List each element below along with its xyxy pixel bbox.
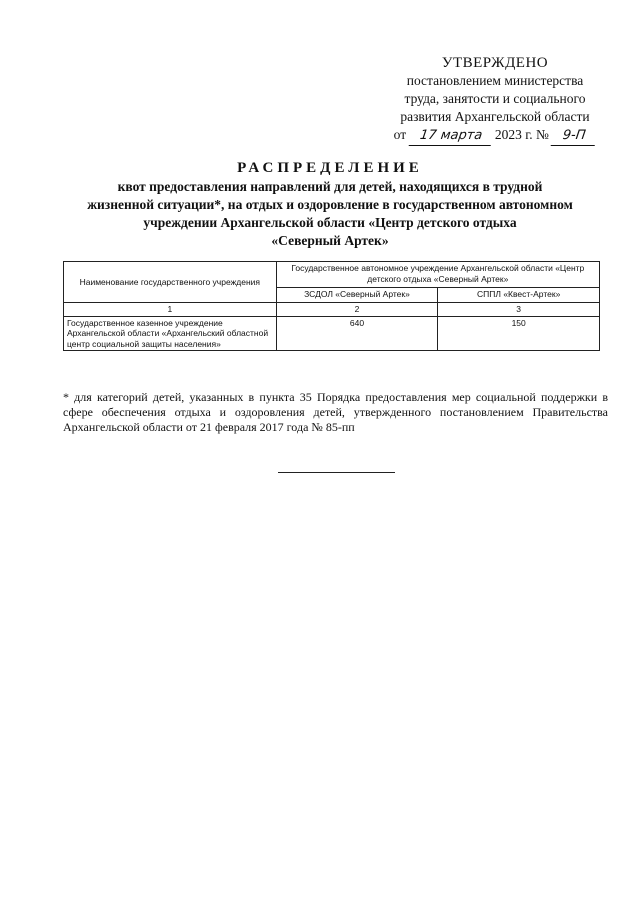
approval-date-line xyxy=(375,126,615,146)
approval-stamp: УТВЕРЖДЕНО xyxy=(441,55,549,71)
approval-line: постановлением министерства xyxy=(406,73,584,88)
handwritten-date: 17 марта xyxy=(408,127,493,146)
approval-line: развития Архангельской области xyxy=(400,109,590,124)
subheader-zsdol: ЗСДОЛ «Северный Артек» xyxy=(276,288,438,303)
date-prefix: от xyxy=(393,127,407,142)
title-sub-line: жизненной ситуации*, на отдых и оздоровление в государственном автономном xyxy=(87,197,573,212)
quota-value-sppl: 150 xyxy=(438,316,600,351)
title-sub-line: «Северный Артек» xyxy=(271,233,389,248)
approval-block xyxy=(375,54,615,146)
column-number: 3 xyxy=(438,303,600,317)
header-institution-group: Государственное автономное учреждение Архангельской области «Центр детского отдыха «Северный Артек» xyxy=(276,262,599,288)
title-main: РАСПРЕДЕЛЕНИЕ xyxy=(237,160,423,176)
column-number: 1 xyxy=(64,303,277,317)
quota-table xyxy=(63,261,600,351)
table-row xyxy=(64,316,600,351)
approval-line: труда, занятости и социального xyxy=(404,91,586,106)
column-number: 2 xyxy=(276,303,438,317)
footnote: * для категорий детей, указанных в пункта 35 Порядка предоставления мер социальной поддержки в сфере обеспечения отдыха и оздоровления детей, утвержденного постановлением Правительства Архангельской области от 21 февраля 2017 года № 85-пп xyxy=(63,390,608,434)
end-divider xyxy=(278,472,395,473)
column-number-row xyxy=(64,303,600,317)
header-institution-name: Наименование государственного учреждения xyxy=(64,262,277,303)
document-title xyxy=(60,158,600,250)
title-sub-line: квот предоставления направлений для детей, находящихся в трудной xyxy=(117,179,543,194)
title-sub-line: учреждении Архангельской области «Центр детского отдыха xyxy=(143,215,517,230)
row-institution-name: Государственное казенное учреждение Архангельской области «Архангельский областной центр социальной защиты населения» xyxy=(64,316,277,351)
table-header-row xyxy=(64,262,600,288)
year-text: 2023 г. № xyxy=(494,127,549,142)
subheader-sppl: СППЛ «Квест-Артек» xyxy=(438,288,600,303)
handwritten-number: 9-П xyxy=(551,127,598,146)
quota-value-zsdol: 640 xyxy=(276,316,438,351)
